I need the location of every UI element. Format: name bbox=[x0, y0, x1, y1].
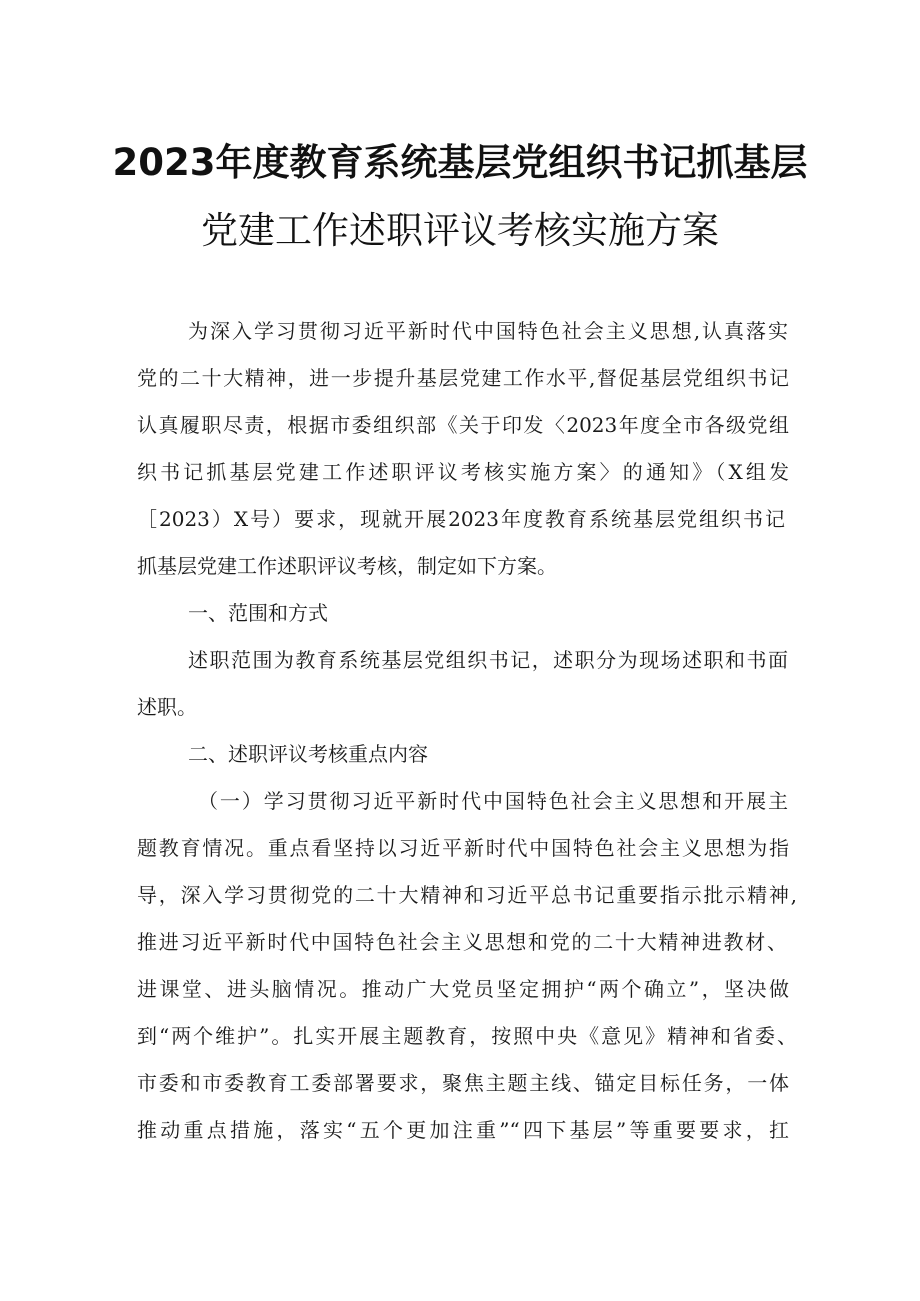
paragraph-line: ［2023）X号）要求，现就开展2023年度教育系统基层党组织书记 bbox=[137, 507, 785, 531]
paragraph-line: 到“两个维护”。扎实开展主题教育，按照中央《意见》精神和省委、 bbox=[137, 1024, 797, 1048]
paragraph-line: 为深入学习贯彻习近平新时代中国特色社会主义思想,认真落实 bbox=[188, 319, 788, 343]
paragraph-line: 认真履职尽责，根据市委组织部《关于印发〈2023年度全市各级党组 bbox=[137, 413, 789, 437]
paragraph-line: 题教育情况。重点看坚持以习近平新时代中国特色社会主义思想为指 bbox=[137, 836, 789, 860]
paragraph-line: 党的二十大精神，进一步提升基层党建工作水平,督促基层党组织书记 bbox=[137, 366, 789, 390]
section-heading: 一、范围和方式 bbox=[188, 601, 328, 625]
paragraph-line: 述职范围为教育系统基层党组织书记，述职分为现场述职和书面 bbox=[188, 648, 788, 672]
paragraph-line: 述职。 bbox=[137, 695, 197, 719]
paragraph-line: 抓基层党建工作述职评议考核，制定如下方案。 bbox=[137, 554, 557, 578]
paragraph-line: 导，深入学习贯彻党的二十大精神和习近平总书记重要指示批示精神, bbox=[137, 883, 797, 907]
paragraph-line: 进课堂、进头脑情况。推动广大党员坚定拥护“两个确立”，坚决做 bbox=[137, 977, 789, 1001]
document-title-line-1: 2023年度教育系统基层党组织书记抓基层 bbox=[112, 141, 808, 184]
paragraph-line: 市委和市委教育工委部署要求，聚焦主题主线、锚定目标任务，一体 bbox=[137, 1071, 789, 1095]
section-heading: 二、述职评议考核重点内容 bbox=[188, 742, 428, 766]
paragraph-line: 织书记抓基层党建工作述职评议考核实施方案〉的通知》（X组发 bbox=[137, 460, 789, 484]
document-title-line-2: 党建工作述职评议考核实施方案 bbox=[201, 209, 719, 252]
paragraph-line: 推动重点措施，落实“五个更加注重”“四下基层”等重要要求，扛 bbox=[137, 1118, 789, 1142]
subsection-heading: （一）学习贯彻习近平新时代中国特色社会主义思想和开展主 bbox=[198, 789, 788, 813]
paragraph-line: 推进习近平新时代中国特色社会主义思想和党的二十大精神进教材、 bbox=[137, 930, 787, 954]
